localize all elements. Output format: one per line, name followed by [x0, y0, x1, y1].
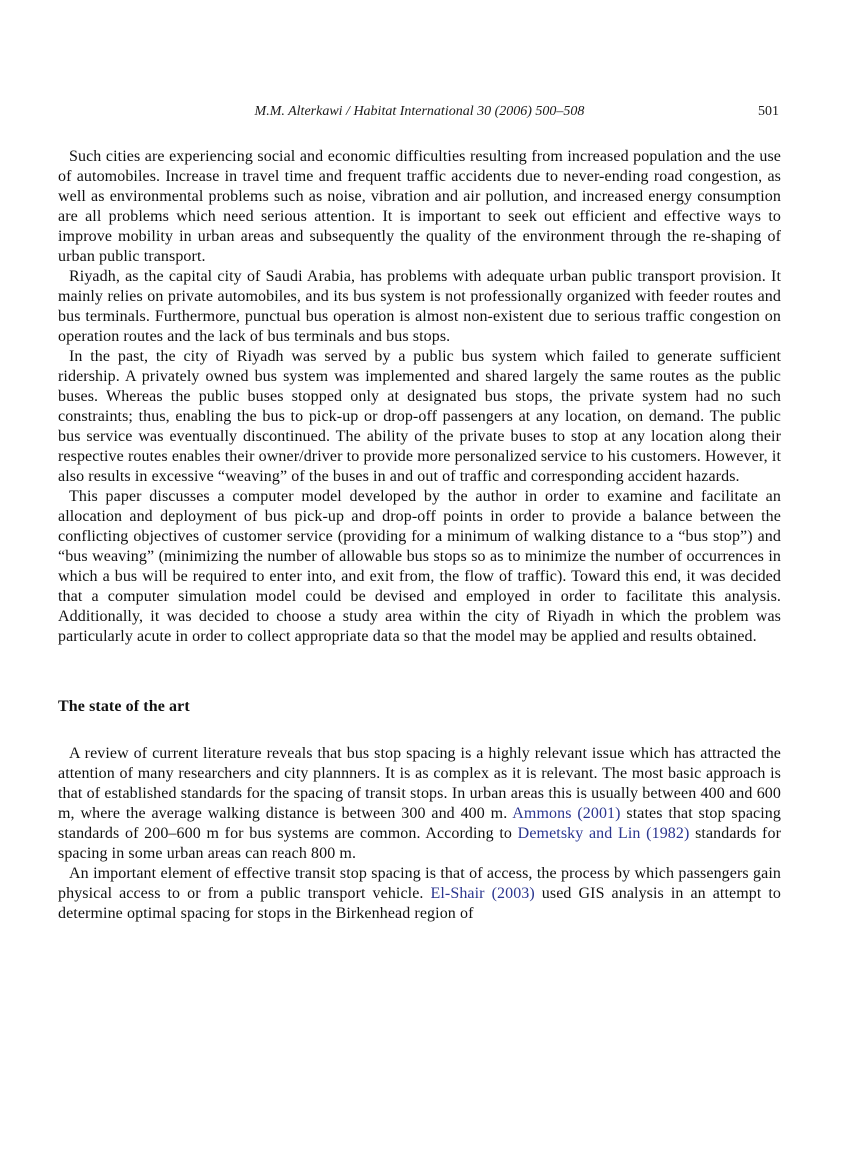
- paragraph-literature-review: [58, 744, 781, 864]
- citation-link-ammons-2001[interactable]: Ammons (2001): [512, 805, 621, 822]
- paragraph-literature-review-text-1: A review of current literature reveals that bus stop spacing is a highly relevant issue which has attracted the attention of many researchers and city plannners. It is as complex as it is relevant. The most basic approach is that of established standards for the spacing of transit stops. In urban areas this is usually between 400 and 600 m, where the average walking distance is between 300 and 400 m.: [58, 745, 781, 822]
- article-body: [58, 147, 781, 924]
- paragraph-access-element-text-2: used GIS analysis in an attempt to determine optimal spacing for stops in the Birkenhead region of: [58, 885, 781, 922]
- paragraph-literature-review-text-2: states that stop spacing standards of 200–600 m for bus systems are common. According to: [58, 805, 781, 842]
- page-number: 501: [758, 104, 779, 119]
- paragraph-literature-review-text-3: standards for spacing in some urban areas can reach 800 m.: [58, 825, 781, 862]
- paragraph-access-element: [58, 864, 781, 924]
- running-title: M.M. Alterkawi / Habitat International 30 (2006) 500–508: [254, 104, 585, 119]
- page-content: [58, 103, 781, 924]
- running-header: [58, 103, 781, 121]
- paragraph-paper-model: This paper discusses a computer model developed by the author in order to examine and facilitate an allocation and deployment of bus pick-up and drop-off points in order to provide a balance between the conflicting objectives of customer service (providing for a minimum of walking distance to a “bus stop”) and “bus weaving” (minimizing the number of allowable bus stops so as to minimize the number of occurrences in which a bus will be required to enter into, and exit from, the flow of traffic). Toward this end, it was decided that a computer simulation model could be devised and employed in order to facilitate this analysis. Additionally, it was decided to choose a study area within the city of Riyadh in which the problem was particularly acute in order to collect appropriate data so that the model may be applied and results obtained.: [58, 488, 781, 645]
- paragraph-riyadh-capital: Riyadh, as the capital city of Saudi Arabia, has problems with adequate urban public transport provision. It mainly relies on private automobiles, and its bus system is not professionally organized with feeder routes and bus terminals. Furthermore, punctual bus operation is almost non-existent due to serious traffic congestion on operation routes and the lack of bus terminals and bus stops.: [58, 268, 781, 345]
- paragraph-access-element-text-1: An important element of effective transit stop spacing is that of access, the process by which passengers gain physical access to or from a public transport vehicle.: [58, 865, 781, 902]
- section-heading-state-of-the-art: The state of the art: [58, 698, 190, 715]
- citation-link-demetsky-lin-1982[interactable]: Demetsky and Lin (1982): [517, 825, 690, 842]
- citation-link-el-shair-2003[interactable]: El-Shair (2003): [430, 885, 535, 902]
- paragraph-intro-cities: Such cities are experiencing social and economic difficulties resulting from increased population and the use of automobiles. Increase in travel time and frequent traffic accidents due to never-ending road congestion, as well as environmental problems such as noise, vibration and air pollution, and increased energy consumption are all problems which need serious attention. It is important to seek out efficient and effective ways to improve mobility in urban areas and subsequently the quality of the environment through the re-shaping of urban public transport.: [58, 148, 781, 265]
- paragraph-past-bus-system: In the past, the city of Riyadh was served by a public bus system which failed to generate sufficient ridership. A privately owned bus system was implemented and shared largely the same routes as the public buses. Whereas the public buses stopped only at designated bus stops, the private system had no such constraints; thus, enabling the bus to pick-up or drop-off passengers at any location, on demand. The public bus service was eventually discontinued. The ability of the private buses to stop at any location along their respective routes enables their owner/driver to provide more personalized service to his customers. However, it also results in excessive “weaving” of the buses in and out of traffic and corresponding accident hazards.: [58, 348, 781, 485]
